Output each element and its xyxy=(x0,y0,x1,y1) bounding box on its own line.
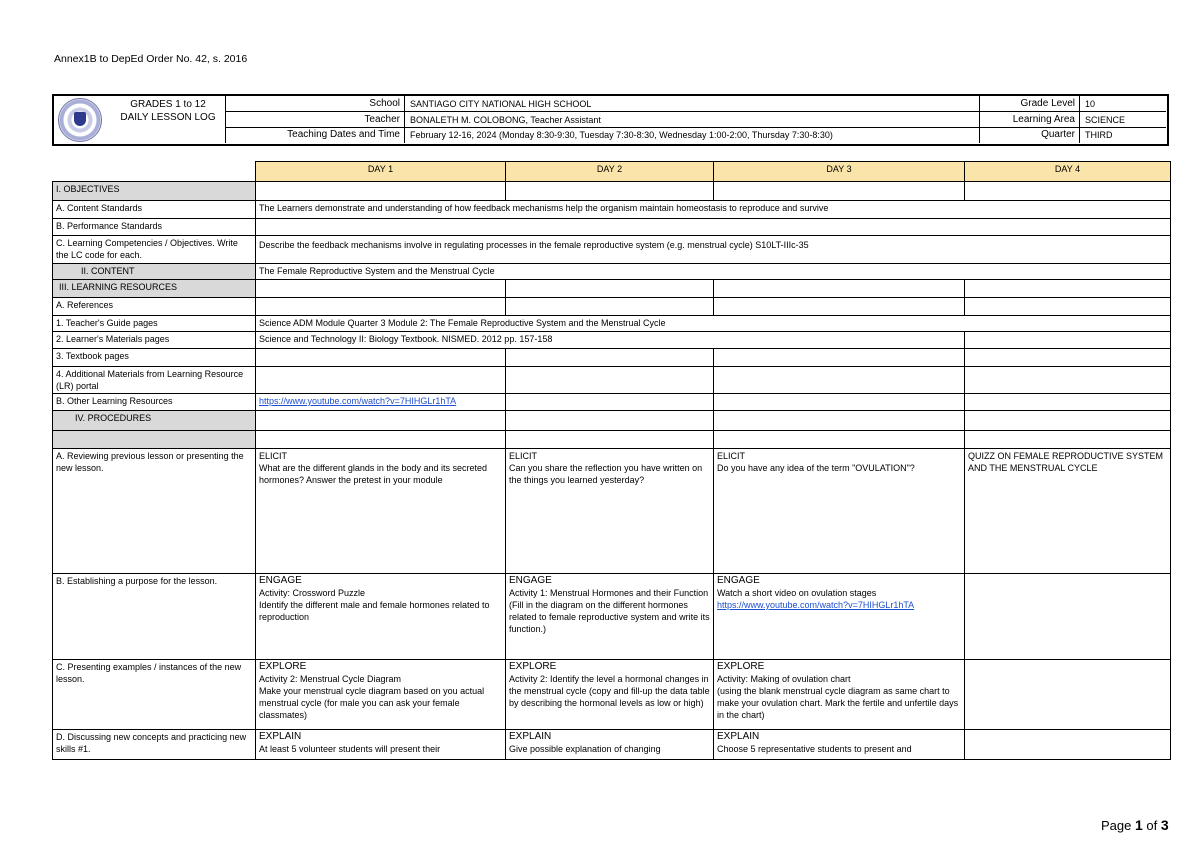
procedure-a-day2: ELICIT Can you share the reflection you have written on the things you learned yesterday? xyxy=(506,449,714,574)
procedure-c-day2: EXPLORE Activity 2: Identify the level a hormonal changes in the menstrual cycle (copy and fill-up the data table by describing the hormonal levels as low or high) xyxy=(506,660,714,730)
dates-value: February 12-16, 2024 (Monday 8:30-9:30, Tuesday 7:30-8:30, Wednesday 1:00-2:00, Thursday 7:30-8:30) xyxy=(410,130,833,140)
procedure-b-day1: ENGAGE Activity: Crossword Puzzle Identify the different male and female hormones related to reproduction xyxy=(256,574,506,660)
grade-level-value: 10 xyxy=(1085,99,1096,109)
annex-reference: Annex1B to DepEd Order No. 42, s. 2016 xyxy=(54,53,248,65)
procedure-d-label: D. Discussing new concepts and practicing new skills #1. xyxy=(53,730,256,760)
content-standards-label: A. Content Standards xyxy=(53,201,256,219)
lm-pages-text: Science and Technology II: Biology Textbook. NISMED. 2012 pp. 157-158 xyxy=(256,332,965,349)
tg-pages-text: Science ADM Module Quarter 3 Module 2: The Female Reproductive System and the Menstrual Cycle xyxy=(256,316,1171,332)
additional-materials-label: 4. Additional Materials from Learning Resource (LR) portal xyxy=(53,367,256,394)
other-resources-link[interactable]: https://www.youtube.com/watch?v=7HIHGLr1hTA xyxy=(259,396,457,406)
deped-seal-icon xyxy=(58,98,102,142)
content-standards-text: The Learners demonstrate and understanding of how feedback mechanisms help the organism maintain homeostasis to reproduce and survive xyxy=(256,201,1171,219)
grade-level-label: Grade Level xyxy=(1020,98,1075,109)
grades-title xyxy=(110,98,226,124)
procedure-b-day2: ENGAGE Activity 1: Menstrual Hormones and their Function (Fill in the diagram on the different hormones related to female reproductive system and write its function.) xyxy=(506,574,714,660)
school-label: School xyxy=(369,98,400,109)
procedures-heading: IV. PROCEDURES xyxy=(53,411,256,431)
content-text: The Female Reproductive System and the Menstrual Cycle xyxy=(256,264,1171,280)
references-label: A. References xyxy=(53,298,256,316)
learning-area-label: Learning Area xyxy=(1012,114,1075,125)
procedure-a-label: A. Reviewing previous lesson or presenting the new lesson. xyxy=(53,449,256,574)
textbook-pages-label: 3. Textbook pages xyxy=(53,349,256,367)
day-2-header: DAY 2 xyxy=(506,162,714,182)
procedure-c-day3: EXPLORE Activity: Making of ovulation chart (using the blank menstrual cycle diagram as same chart to make your ovulation chart. Mark the fertile and unfertile days in the chart) xyxy=(714,660,965,730)
learning-resources-heading: III. LEARNING RESOURCES xyxy=(53,280,256,298)
procedure-a-day4: QUIZZ ON FEMALE REPRODUCTIVE SYSTEM AND THE MENSTRUAL CYCLE xyxy=(965,449,1171,574)
total-pages: 3 xyxy=(1160,817,1169,833)
competencies-label: C. Learning Competencies / Objectives. Write the LC code for each. xyxy=(53,236,256,264)
day-1-header: DAY 1 xyxy=(256,162,506,182)
procedure-c-day1: EXPLORE Activity 2: Menstrual Cycle Diagram Make your menstrual cycle diagram based on you actual menstrual cycle (for male you can ask your female classmates) xyxy=(256,660,506,730)
log-title: DAILY LESSON LOG xyxy=(120,112,216,123)
procedure-a-day1: ELICIT What are the different glands in the body and its secreted hormones? Answer the pretest in your module xyxy=(256,449,506,574)
other-resources-label: B. Other Learning Resources xyxy=(53,394,256,411)
day-4-header: DAY 4 xyxy=(965,162,1171,182)
performance-standards-label: B. Performance Standards xyxy=(53,219,256,236)
procedure-a-day3: ELICIT Do you have any idea of the term "OVULATION"? xyxy=(714,449,965,574)
quarter-label: Quarter xyxy=(1041,129,1075,140)
dates-label: Teaching Dates and Time xyxy=(287,129,400,140)
school-value: SANTIAGO CITY NATIONAL HIGH SCHOOL xyxy=(410,99,592,109)
procedure-d-day2: EXPLAIN Give possible explanation of changing xyxy=(506,730,714,760)
day-3-header: DAY 3 xyxy=(714,162,965,182)
teacher-value: BONALETH M. COLOBONG, Teacher Assistant xyxy=(410,115,601,125)
page-number: Page 1 of 3 xyxy=(1101,817,1169,833)
competencies-text: Describe the feedback mechanisms involve in regulating processes in the female reproductive system (e.g. menstrual cycle) S10LT-IIIc-35 xyxy=(256,236,1171,264)
lesson-log-table xyxy=(52,161,1171,760)
day-header-row xyxy=(53,162,1171,182)
tg-pages-label: 1. Teacher's Guide pages xyxy=(53,316,256,332)
grades-label: GRADES 1 to 12 xyxy=(130,99,206,110)
objectives-heading: I. OBJECTIVES xyxy=(53,182,256,201)
procedure-d-day3: EXPLAIN Choose 5 representative students to present and xyxy=(714,730,965,760)
quarter-value: THIRD xyxy=(1085,130,1113,140)
learning-area-value: SCIENCE xyxy=(1085,115,1126,125)
current-page: 1 xyxy=(1135,817,1143,833)
procedure-c-label: C. Presenting examples / instances of the new lesson. xyxy=(53,660,256,730)
procedure-d-day1: EXPLAIN At least 5 volunteer students will present their xyxy=(256,730,506,760)
lm-pages-label: 2. Learner's Materials pages xyxy=(53,332,256,349)
content-heading: II. CONTENT xyxy=(53,264,256,280)
teacher-label: Teacher xyxy=(364,114,400,125)
procedure-b-label: B. Establishing a purpose for the lesson. xyxy=(53,574,256,660)
procedure-b-day3: ENGAGE Watch a short video on ovulation stages https://www.youtube.com/watch?v=7HIHGLr1hTA xyxy=(714,574,965,660)
ovulation-video-link[interactable]: https://www.youtube.com/watch?v=7HIHGLr1hTA xyxy=(717,600,915,610)
lesson-log-header xyxy=(52,94,1169,146)
